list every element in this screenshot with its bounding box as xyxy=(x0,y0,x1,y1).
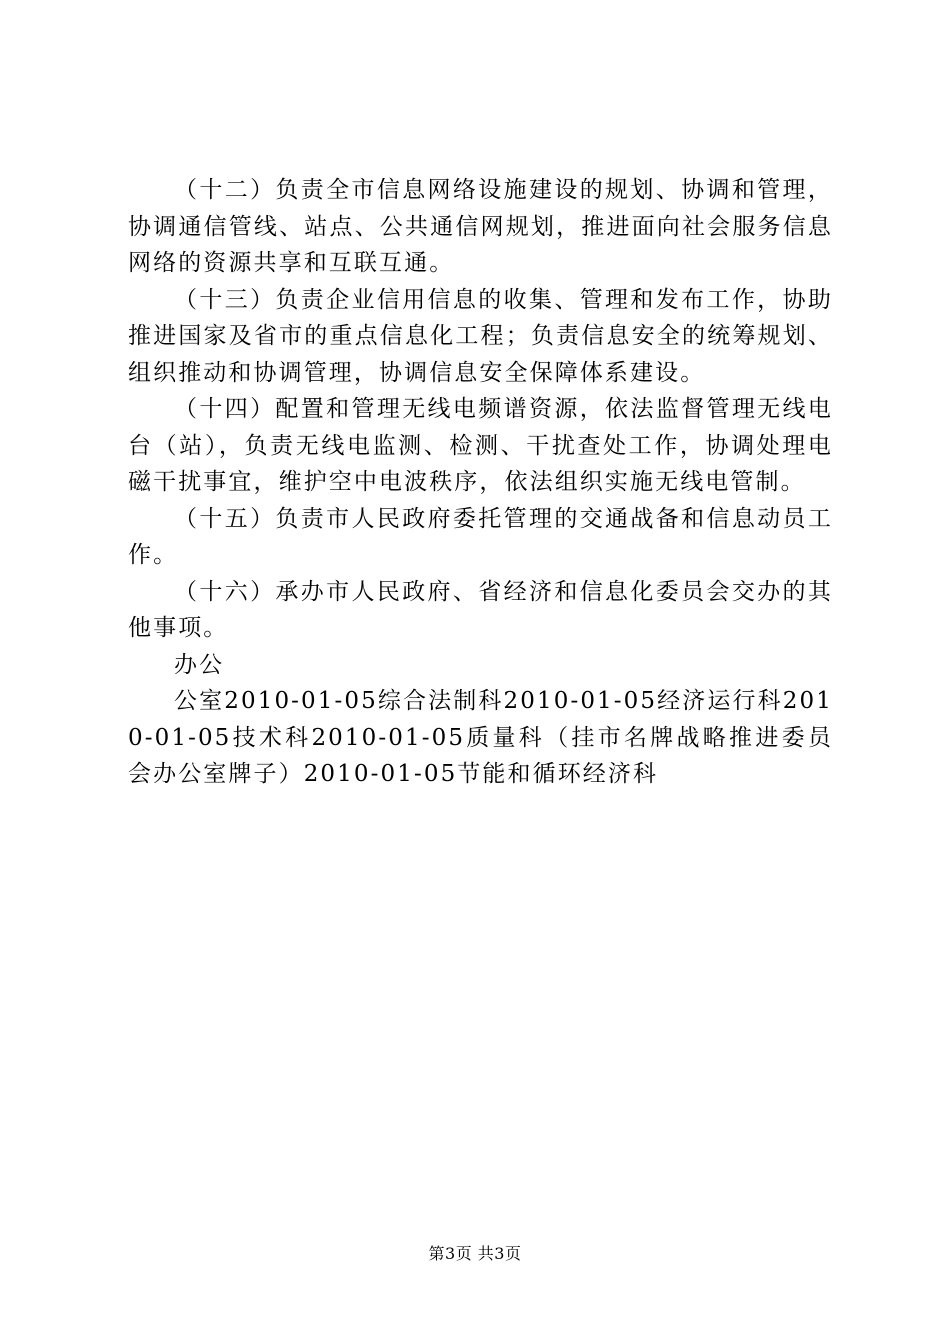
paragraph-item-16: （十六）承办市人民政府、省经济和信息化委员会交办的其他事项。 xyxy=(128,578,833,641)
department-list: 公室2010-01-05综合法制科2010-01-05经济运行科2010-01-05技术科2010-01-05质量科（挂市名牌战略推进委员会办公室牌子）2010-01-05节能和循环经济科 xyxy=(128,688,833,787)
document-body xyxy=(128,172,833,793)
paragraph-item-13: （十三）负责企业信用信息的收集、管理和发布工作，协助推进国家及省市的重点信息化工程；负责信息安全的统筹规划、组织推动和协调管理，协调信息安全保障体系建设。 xyxy=(128,286,833,386)
section-heading-office: 办公 xyxy=(174,651,225,678)
page-footer: 第3页 共3页 xyxy=(428,1244,522,1263)
paragraph-item-15: （十五）负责市人民政府委托管理的交通战备和信息动员工作。 xyxy=(128,505,833,568)
paragraph-item-12: （十二）负责全市信息网络设施建设的规划、协调和管理，协调通信管线、站点、公共通信网规划，推进面向社会服务信息网络的资源共享和互联互通。 xyxy=(128,177,833,276)
paragraph-item-14: （十四）配置和管理无线电频谱资源，依法监督管理无线电台（站），负责无线电监测、检测、干扰查处工作，协调处理电磁干扰事宜，维护空中电波秩序，依法组织实施无线电管制。 xyxy=(128,396,833,495)
